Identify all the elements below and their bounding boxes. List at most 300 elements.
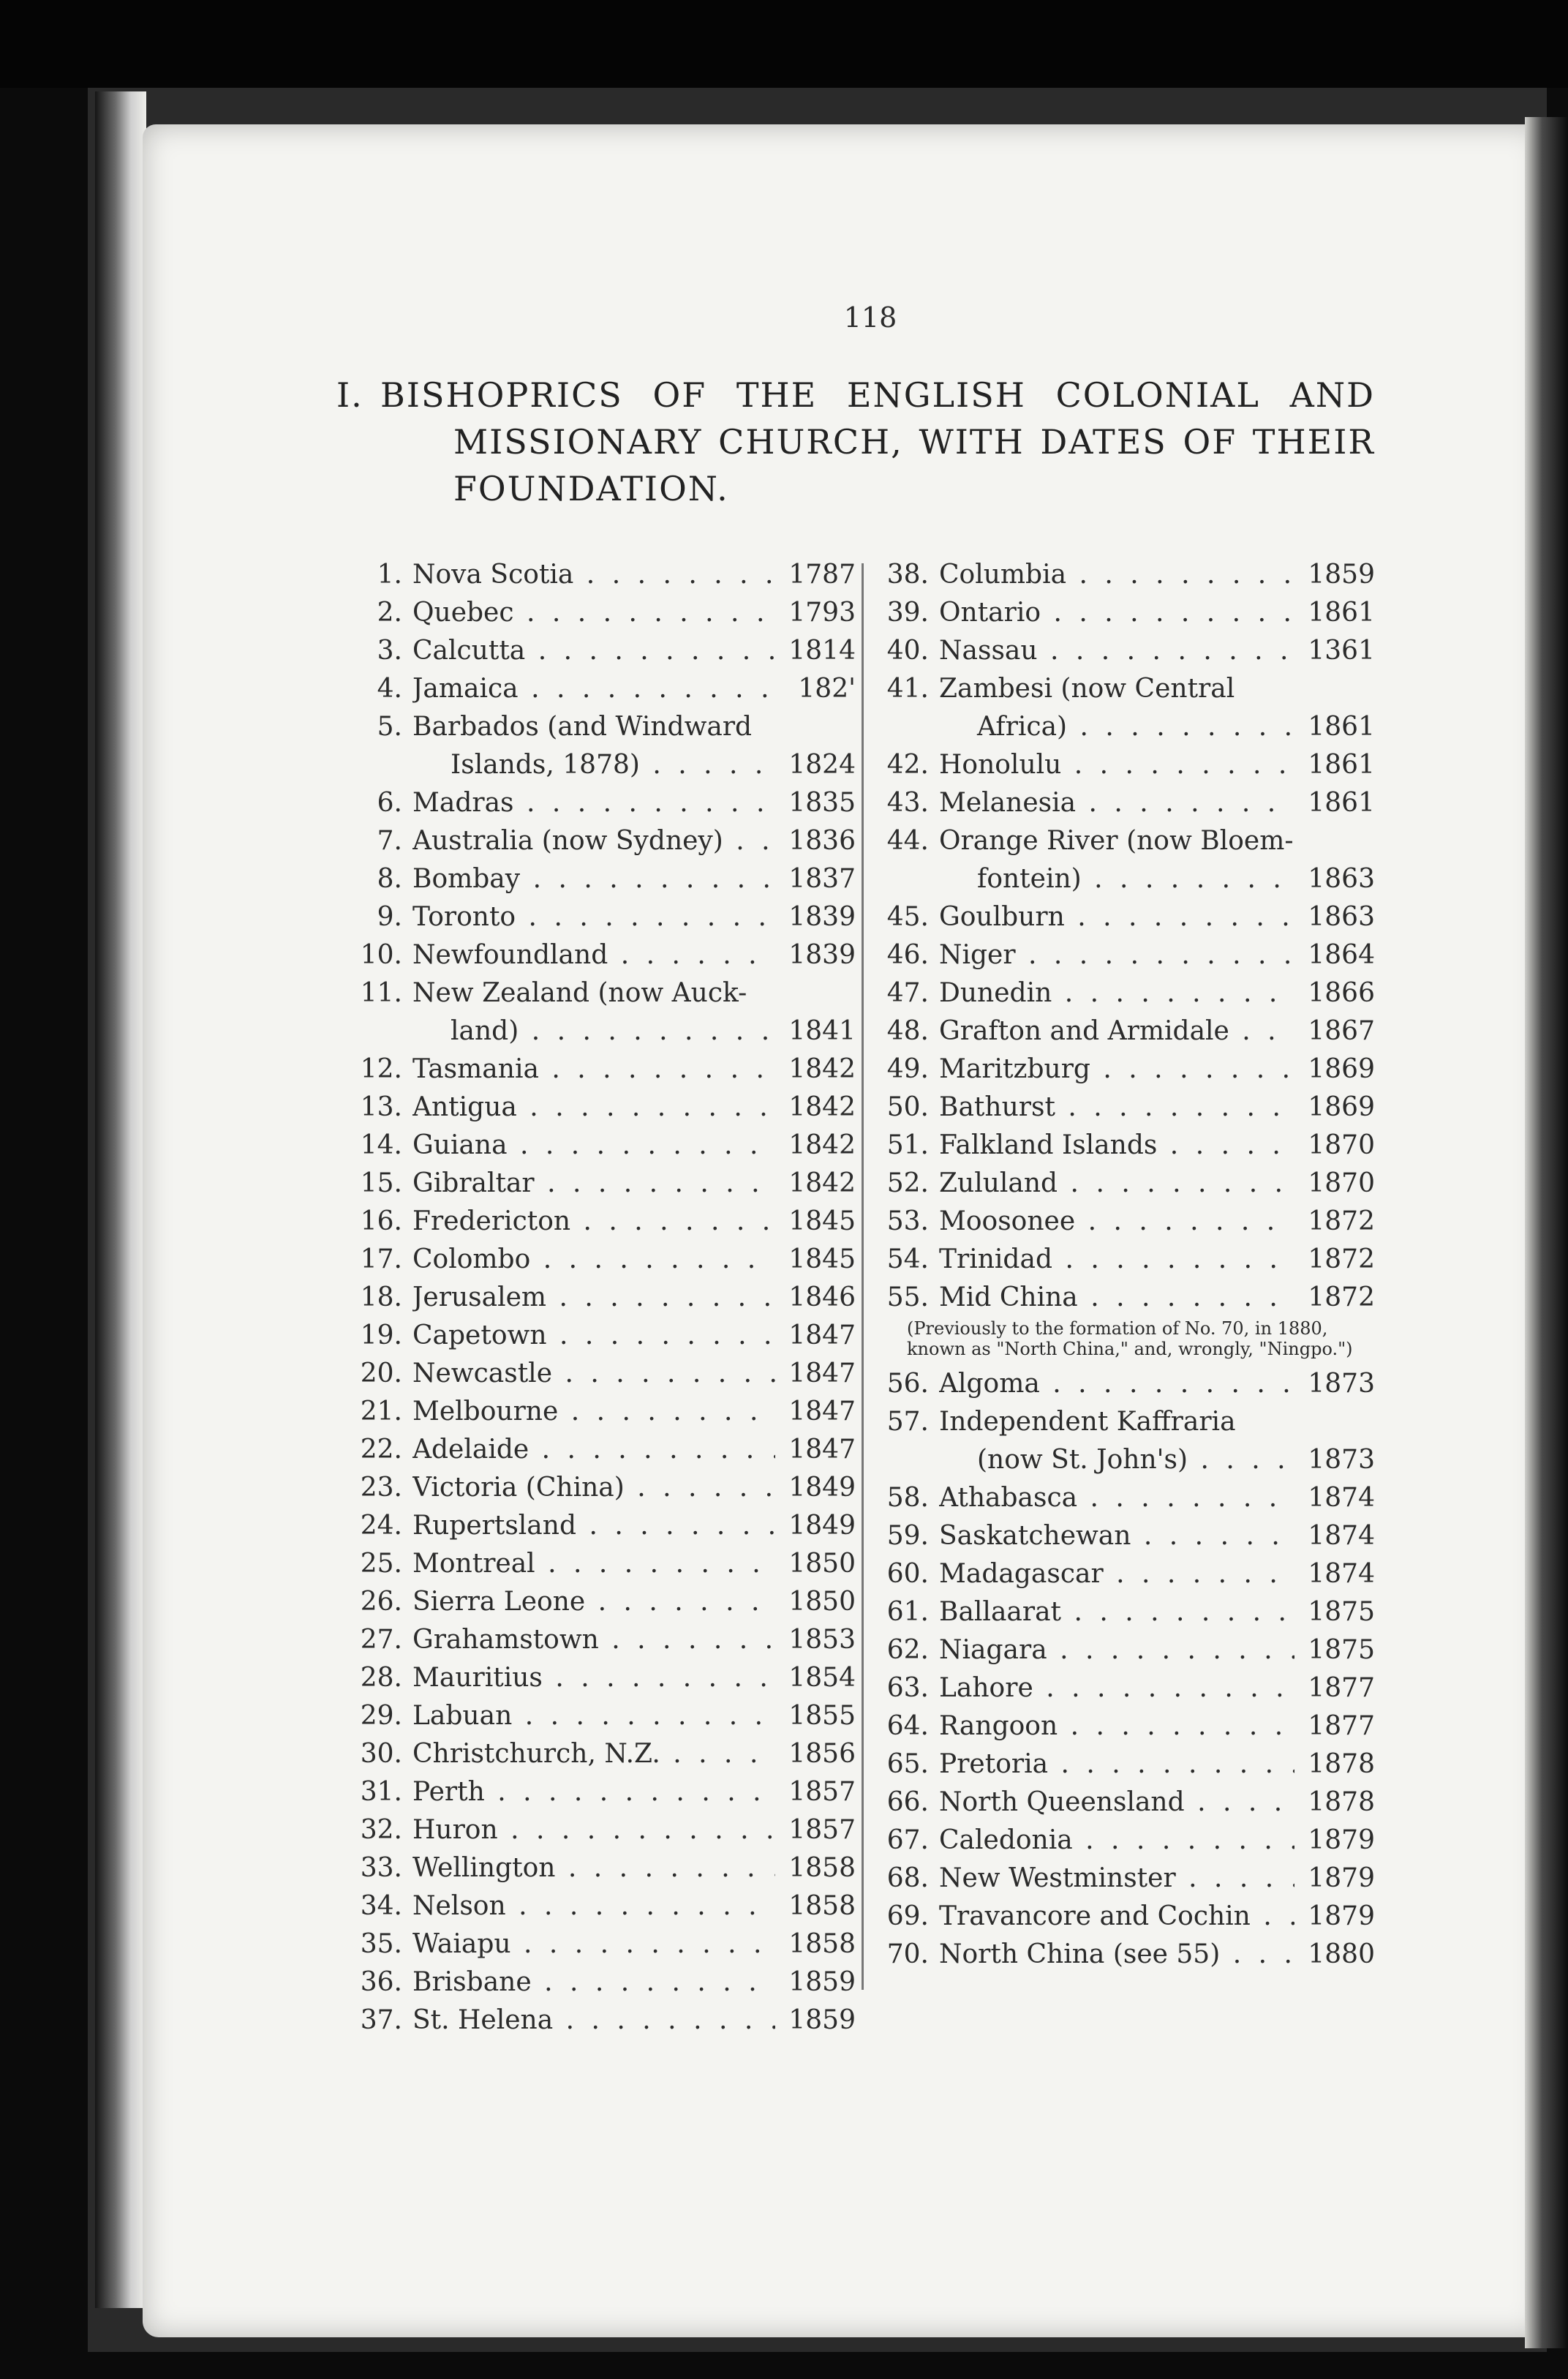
entry-name: Madagascar . . xyxy=(939,1555,1294,1593)
entry-name: Ontario . . xyxy=(939,594,1294,632)
bishopric-entry xyxy=(351,1127,856,1165)
entry-row xyxy=(351,1051,856,1089)
bishopric-entry xyxy=(878,1936,1375,1974)
entry-number: 10. xyxy=(360,940,402,970)
bishopric-entry xyxy=(351,1735,856,1773)
page-right-edge xyxy=(1525,117,1568,2348)
entry-row xyxy=(878,898,1375,936)
entry-name: Mauritius . . xyxy=(412,1659,775,1697)
bishopric-entry xyxy=(878,1127,1375,1165)
entry-row xyxy=(351,1583,856,1621)
entry-name: Colombo . . xyxy=(412,1241,775,1279)
entry-row xyxy=(878,936,1375,974)
entry-row xyxy=(878,1555,1375,1593)
entry-year: 1847 xyxy=(788,1358,856,1388)
entry-row xyxy=(878,1593,1375,1631)
entry-name: Orange River (now Bloem- xyxy=(939,826,1294,856)
entry-year: 1837 xyxy=(788,864,856,894)
entry-name: Gibraltar . . xyxy=(412,1165,775,1203)
entry-row xyxy=(351,1659,856,1697)
entry-name: Quebec . . xyxy=(412,594,775,632)
entry-name: Jerusalem . . xyxy=(412,1279,775,1317)
entry-number: 39. xyxy=(886,598,929,628)
bishoprics-list-left xyxy=(351,556,856,2040)
entry-year: 1874 xyxy=(1308,1559,1375,1589)
entry-name: Caledonia . . xyxy=(939,1822,1294,1860)
entry-name: Goulburn . . xyxy=(939,898,1294,936)
entry-year: 1856 xyxy=(788,1739,856,1769)
entry-name: Athabasca . . xyxy=(939,1479,1294,1517)
entry-number: 65. xyxy=(886,1749,929,1779)
entry-name: Toronto . . xyxy=(412,898,775,936)
entry-name: Jamaica . . xyxy=(412,670,775,708)
entry-year: 1864 xyxy=(1308,940,1375,970)
entry-number: 4. xyxy=(377,674,402,704)
entry-year: 1853 xyxy=(788,1625,856,1655)
bishopric-entry xyxy=(878,632,1375,670)
entry-year: 1872 xyxy=(1308,1206,1375,1236)
bishopric-entry xyxy=(878,1631,1375,1669)
entry-year: 1861 xyxy=(1308,712,1375,742)
entry-row xyxy=(878,1365,1375,1403)
entry-number: 59. xyxy=(886,1521,929,1551)
entry-name: Christchurch, N.Z. . . xyxy=(412,1735,775,1773)
bishopric-entry xyxy=(351,1051,856,1089)
bishopric-entry xyxy=(878,1860,1375,1898)
entry-row xyxy=(351,1203,856,1241)
entry-number: 45. xyxy=(886,902,929,932)
entry-row xyxy=(878,1784,1375,1822)
entry-row xyxy=(351,1925,856,1963)
entry-row xyxy=(351,1317,856,1355)
bishopric-entry xyxy=(351,1887,856,1925)
entry-row xyxy=(351,974,856,1012)
bishopric-entry xyxy=(351,974,856,1051)
entry-name: Grafton and Armidale . . xyxy=(939,1012,1294,1051)
bishopric-entry xyxy=(351,1583,856,1621)
entry-name: Nova Scotia . . xyxy=(412,556,775,594)
entry-note: (Previously to the formation of No. 70, in 1880, known as "North China," and, wrongly, "Ningpo.") xyxy=(907,1318,1353,1359)
entry-year: 182' xyxy=(798,674,856,704)
entry-row xyxy=(351,1089,856,1127)
entry-year: 1872 xyxy=(1308,1282,1375,1312)
bishopric-entry xyxy=(351,1545,856,1583)
entry-number: 36. xyxy=(360,1967,402,1997)
entry-number: 21. xyxy=(360,1397,402,1427)
bishopric-entry xyxy=(351,1431,856,1469)
entry-number: 6. xyxy=(377,788,402,818)
entry-year: 1836 xyxy=(788,826,856,856)
entry-year: 1877 xyxy=(1308,1711,1375,1741)
film-border-top xyxy=(0,0,1568,88)
entry-number: 9. xyxy=(377,902,402,932)
entry-year: 1873 xyxy=(1308,1369,1375,1399)
entry-year: 1863 xyxy=(1308,902,1375,932)
entry-year: 1879 xyxy=(1308,1901,1375,1931)
entry-row xyxy=(351,1355,856,1393)
entry-row xyxy=(351,1393,856,1431)
entry-name: Tasmania . . xyxy=(412,1051,775,1089)
bishopric-entry xyxy=(878,1089,1375,1127)
entry-name: Barbados (and Windward xyxy=(412,712,753,742)
entry-name: Victoria (China) . . xyxy=(412,1469,775,1507)
entry-year: 1869 xyxy=(1308,1092,1375,1122)
entry-name: Bombay . . xyxy=(412,860,775,898)
entry-number: 55. xyxy=(886,1282,929,1312)
entry-number: 16. xyxy=(360,1206,402,1236)
bishopric-entry xyxy=(878,1165,1375,1203)
entry-row xyxy=(878,1241,1375,1279)
entry-number: 41. xyxy=(886,674,929,704)
bishopric-entry xyxy=(878,1203,1375,1241)
entry-name: Lahore . . xyxy=(939,1669,1294,1707)
entry-row xyxy=(878,1707,1375,1745)
entry-row xyxy=(878,1898,1375,1936)
entry-name: Grahamstown . . xyxy=(412,1621,775,1659)
bishopric-entry xyxy=(878,1707,1375,1745)
heading-line-1: BISHOPRICS OF THE ENGLISH COLONIAL AND xyxy=(380,375,1375,415)
bishopric-entry xyxy=(351,1811,856,1849)
bishopric-entry xyxy=(351,1621,856,1659)
entry-number: 51. xyxy=(886,1130,929,1160)
entry-number: 34. xyxy=(360,1891,402,1921)
entry-row xyxy=(351,1241,856,1279)
bishopric-entry xyxy=(351,1773,856,1811)
entry-row xyxy=(878,1822,1375,1860)
entry-name-continued: land) . . xyxy=(412,1012,775,1051)
entry-year: 1857 xyxy=(788,1815,856,1845)
column-divider xyxy=(862,563,864,1990)
entry-name: Travancore and Cochin . . xyxy=(939,1898,1294,1936)
entry-number: 67. xyxy=(886,1825,929,1855)
entry-number: 27. xyxy=(360,1625,402,1655)
entry-name: Sierra Leone . . xyxy=(412,1583,775,1621)
entry-row xyxy=(351,1127,856,1165)
bishopric-entry xyxy=(351,898,856,936)
entry-name: Melbourne . . xyxy=(412,1393,775,1431)
entry-row xyxy=(351,898,856,936)
bishopric-entry xyxy=(351,2002,856,2040)
bishopric-entry xyxy=(351,632,856,670)
bishopric-entry xyxy=(878,936,1375,974)
entry-number: 48. xyxy=(886,1016,929,1046)
bishopric-entry xyxy=(878,1669,1375,1707)
entry-year: 1846 xyxy=(788,1282,856,1312)
entry-name: Newcastle . . xyxy=(412,1355,775,1393)
entry-year: 1863 xyxy=(1308,864,1375,894)
entry-number: 58. xyxy=(886,1483,929,1513)
entry-year: 1845 xyxy=(788,1206,856,1236)
entry-number: 60. xyxy=(886,1559,929,1589)
entry-number: 61. xyxy=(886,1597,929,1627)
entry-year: 1850 xyxy=(788,1549,856,1579)
entry-number: 30. xyxy=(360,1739,402,1769)
entry-name: Capetown . . xyxy=(412,1317,775,1355)
entry-continuation-row xyxy=(878,1441,1375,1479)
entry-year: 1878 xyxy=(1308,1749,1375,1779)
entry-number: 63. xyxy=(886,1673,929,1703)
entry-number: 62. xyxy=(886,1635,929,1665)
entry-row xyxy=(878,1127,1375,1165)
entry-name-continued: (now St. John's) . . xyxy=(939,1441,1294,1479)
entry-year: 1873 xyxy=(1308,1445,1375,1475)
entry-year: 1842 xyxy=(788,1130,856,1160)
entry-row xyxy=(878,1403,1375,1441)
entry-number: 54. xyxy=(886,1244,929,1274)
entry-row xyxy=(351,632,856,670)
entry-year: 1861 xyxy=(1308,598,1375,628)
entry-year: 1875 xyxy=(1308,1635,1375,1665)
entry-year: 1879 xyxy=(1308,1825,1375,1855)
entry-number: 24. xyxy=(360,1511,402,1541)
entry-year: 1845 xyxy=(788,1244,856,1274)
entry-name: Honolulu . . xyxy=(939,746,1294,784)
bishopric-entry xyxy=(878,1593,1375,1631)
entry-year: 1857 xyxy=(788,1777,856,1807)
entry-number: 52. xyxy=(886,1168,929,1198)
entry-name: North China (see 55) . . xyxy=(939,1936,1294,1974)
entry-name: Ballaarat . . xyxy=(939,1593,1294,1631)
entry-year: 1849 xyxy=(788,1473,856,1503)
entry-name-continued: Africa) . . xyxy=(939,708,1294,746)
entry-year: 1787 xyxy=(788,560,856,590)
heading-line-2: MISSIONARY CHURCH, WITH DATES OF THEIR xyxy=(453,422,1375,462)
entry-name: Melanesia . . xyxy=(939,784,1294,822)
bishopric-entry xyxy=(351,784,856,822)
entry-name: Mid China . . xyxy=(939,1279,1294,1317)
entry-number: 46. xyxy=(886,940,929,970)
bishopric-entry xyxy=(878,898,1375,936)
entry-row xyxy=(878,1165,1375,1203)
entry-row xyxy=(351,2002,856,2040)
entry-name-continued: fontein) . . xyxy=(939,860,1294,898)
bishopric-entry xyxy=(878,1241,1375,1279)
entry-name: Huron . . xyxy=(412,1811,775,1849)
entry-name: Columbia . . xyxy=(939,556,1294,594)
bishoprics-list-right xyxy=(878,556,1375,1974)
bishopric-entry xyxy=(878,822,1375,898)
entry-number: 20. xyxy=(360,1358,402,1388)
bishopric-entry xyxy=(878,784,1375,822)
entry-row xyxy=(878,1936,1375,1974)
entry-name: Australia (now Sydney) . . xyxy=(412,822,775,860)
entry-name: Zambesi (now Central xyxy=(939,674,1235,704)
entry-name: Niger . . xyxy=(939,936,1294,974)
entry-year: 1839 xyxy=(788,940,856,970)
entry-row xyxy=(351,1887,856,1925)
entry-row xyxy=(878,1012,1375,1051)
entry-row xyxy=(878,1479,1375,1517)
entry-name: New Westminster . . xyxy=(939,1860,1294,1898)
book-spine-edge xyxy=(95,91,146,2308)
entry-name: Labuan . . xyxy=(412,1697,775,1735)
entry-number: 22. xyxy=(360,1435,402,1465)
entry-name: Algoma . . xyxy=(939,1365,1294,1403)
entry-row xyxy=(351,670,856,708)
entry-number: 43. xyxy=(886,788,929,818)
bishopric-entry xyxy=(351,860,856,898)
entry-year: 1874 xyxy=(1308,1521,1375,1551)
entry-year: 1854 xyxy=(788,1663,856,1693)
entry-year: 1870 xyxy=(1308,1130,1375,1160)
entry-year: 1842 xyxy=(788,1054,856,1084)
entry-name: Maritzburg . . xyxy=(939,1051,1294,1089)
bishopric-entry xyxy=(351,1659,856,1697)
entry-number: 37. xyxy=(360,2005,402,2035)
entry-year: 1872 xyxy=(1308,1244,1375,1274)
entry-number: 23. xyxy=(360,1473,402,1503)
page-number: 118 xyxy=(843,301,897,334)
entry-row xyxy=(351,822,856,860)
entry-row xyxy=(351,936,856,974)
entry-year: 1793 xyxy=(788,598,856,628)
bishopric-entry xyxy=(351,670,856,708)
entry-number: 29. xyxy=(360,1701,402,1731)
entry-number: 56. xyxy=(886,1369,929,1399)
entry-year: 1855 xyxy=(788,1701,856,1731)
bishopric-entry xyxy=(878,1898,1375,1936)
entry-year: 1847 xyxy=(788,1397,856,1427)
entry-continuation-row xyxy=(878,860,1375,898)
entry-year: 1874 xyxy=(1308,1483,1375,1513)
entry-number: 26. xyxy=(360,1587,402,1617)
entry-year: 1878 xyxy=(1308,1787,1375,1817)
entry-row xyxy=(878,746,1375,784)
entry-row xyxy=(351,1545,856,1583)
bishopric-entry xyxy=(351,708,856,784)
entry-name: Calcutta . . xyxy=(412,632,775,670)
bishopric-entry xyxy=(351,594,856,632)
entry-name: Dunedin . . xyxy=(939,974,1294,1012)
entry-row xyxy=(878,556,1375,594)
entry-name: Perth . . xyxy=(412,1773,775,1811)
heading-number: I. xyxy=(336,375,363,415)
bishopric-entry xyxy=(351,1355,856,1393)
entry-year: 1858 xyxy=(788,1853,856,1883)
entry-year: 1849 xyxy=(788,1511,856,1541)
entry-name: North Queensland . . xyxy=(939,1784,1294,1822)
entry-year: 1814 xyxy=(788,636,856,666)
entry-year: 1841 xyxy=(788,1016,856,1046)
entry-number: 1. xyxy=(377,560,402,590)
entry-row xyxy=(351,784,856,822)
entry-year: 1835 xyxy=(788,788,856,818)
entry-row xyxy=(351,1507,856,1545)
entry-number: 17. xyxy=(360,1244,402,1274)
entry-number: 11. xyxy=(360,978,402,1008)
bishopric-entry xyxy=(351,1469,856,1507)
entry-row xyxy=(878,784,1375,822)
entry-row xyxy=(351,1811,856,1849)
entry-row xyxy=(351,1279,856,1317)
entry-name: Bathurst . . xyxy=(939,1089,1294,1127)
entry-year: 1858 xyxy=(788,1891,856,1921)
bishopric-entry xyxy=(351,1507,856,1545)
entry-name: St. Helena . . xyxy=(412,2002,775,2040)
entry-number: 8. xyxy=(377,864,402,894)
entry-number: 35. xyxy=(360,1929,402,1959)
entry-name: New Zealand (now Auck- xyxy=(412,978,747,1008)
entry-year: 1859 xyxy=(1308,560,1375,590)
entry-name: Moosonee . . xyxy=(939,1203,1294,1241)
bishopric-entry xyxy=(878,556,1375,594)
bishopric-entry xyxy=(351,1089,856,1127)
entry-row xyxy=(878,1517,1375,1555)
bishopric-entry xyxy=(878,1555,1375,1593)
entry-year: 1850 xyxy=(788,1587,856,1617)
entry-number: 70. xyxy=(886,1939,929,1969)
entry-row xyxy=(878,1745,1375,1784)
entry-row xyxy=(351,556,856,594)
entry-row xyxy=(351,1165,856,1203)
entry-number: 47. xyxy=(886,978,929,1008)
entry-name: Adelaide . . xyxy=(412,1431,775,1469)
entry-year: 1869 xyxy=(1308,1054,1375,1084)
entry-name-continued: Islands, 1878) . . xyxy=(412,746,775,784)
entry-row xyxy=(351,1431,856,1469)
entry-year: 1861 xyxy=(1308,788,1375,818)
entry-name: Niagara . . xyxy=(939,1631,1294,1669)
entry-year: 1839 xyxy=(788,902,856,932)
entry-name: Wellington . . xyxy=(412,1849,775,1887)
entry-name: Saskatchewan . . xyxy=(939,1517,1294,1555)
entry-year: 1859 xyxy=(788,2005,856,2035)
entry-year: 1879 xyxy=(1308,1863,1375,1893)
entry-year: 1870 xyxy=(1308,1168,1375,1198)
bishopric-entry xyxy=(878,974,1375,1012)
entry-row xyxy=(878,1089,1375,1127)
bishopric-entry xyxy=(351,1849,856,1887)
bishopric-entry xyxy=(351,1165,856,1203)
entry-name: Trinidad . . xyxy=(939,1241,1294,1279)
entry-name: Falkland Islands . . xyxy=(939,1127,1294,1165)
entry-number: 12. xyxy=(360,1054,402,1084)
entry-row xyxy=(351,1849,856,1887)
bishopric-entry xyxy=(878,1479,1375,1517)
entry-year: 1867 xyxy=(1308,1016,1375,1046)
bishopric-entry xyxy=(351,936,856,974)
entry-row xyxy=(878,822,1375,860)
bishopric-entry xyxy=(351,1963,856,2002)
entry-row xyxy=(351,1963,856,2002)
entry-name: Guiana . . xyxy=(412,1127,775,1165)
entry-row xyxy=(878,1051,1375,1089)
heading-line-3: FOUNDATION. xyxy=(453,469,729,508)
entry-name: Pretoria . . xyxy=(939,1745,1294,1784)
entry-name: Antigua . . xyxy=(412,1089,775,1127)
entry-number: 18. xyxy=(360,1282,402,1312)
bishopric-entry xyxy=(878,670,1375,746)
bishopric-entry xyxy=(878,594,1375,632)
entry-row xyxy=(351,594,856,632)
entry-continuation-row xyxy=(351,746,856,784)
bishopric-entry xyxy=(351,1317,856,1355)
entry-name: Rupertsland . . xyxy=(412,1507,775,1545)
entry-row xyxy=(878,1203,1375,1241)
entry-year: 1842 xyxy=(788,1092,856,1122)
bishopric-entry xyxy=(878,746,1375,784)
entry-continuation-row xyxy=(878,708,1375,746)
entry-name: Montreal . . xyxy=(412,1545,775,1583)
entry-number: 64. xyxy=(886,1711,929,1741)
bishopric-entry xyxy=(878,1517,1375,1555)
bishopric-entry xyxy=(351,1241,856,1279)
entry-name: Brisbane . . xyxy=(412,1963,775,2002)
bishopric-entry xyxy=(351,1393,856,1431)
entry-row xyxy=(878,1669,1375,1707)
entry-year: 1858 xyxy=(788,1929,856,1959)
entry-number: 69. xyxy=(886,1901,929,1931)
